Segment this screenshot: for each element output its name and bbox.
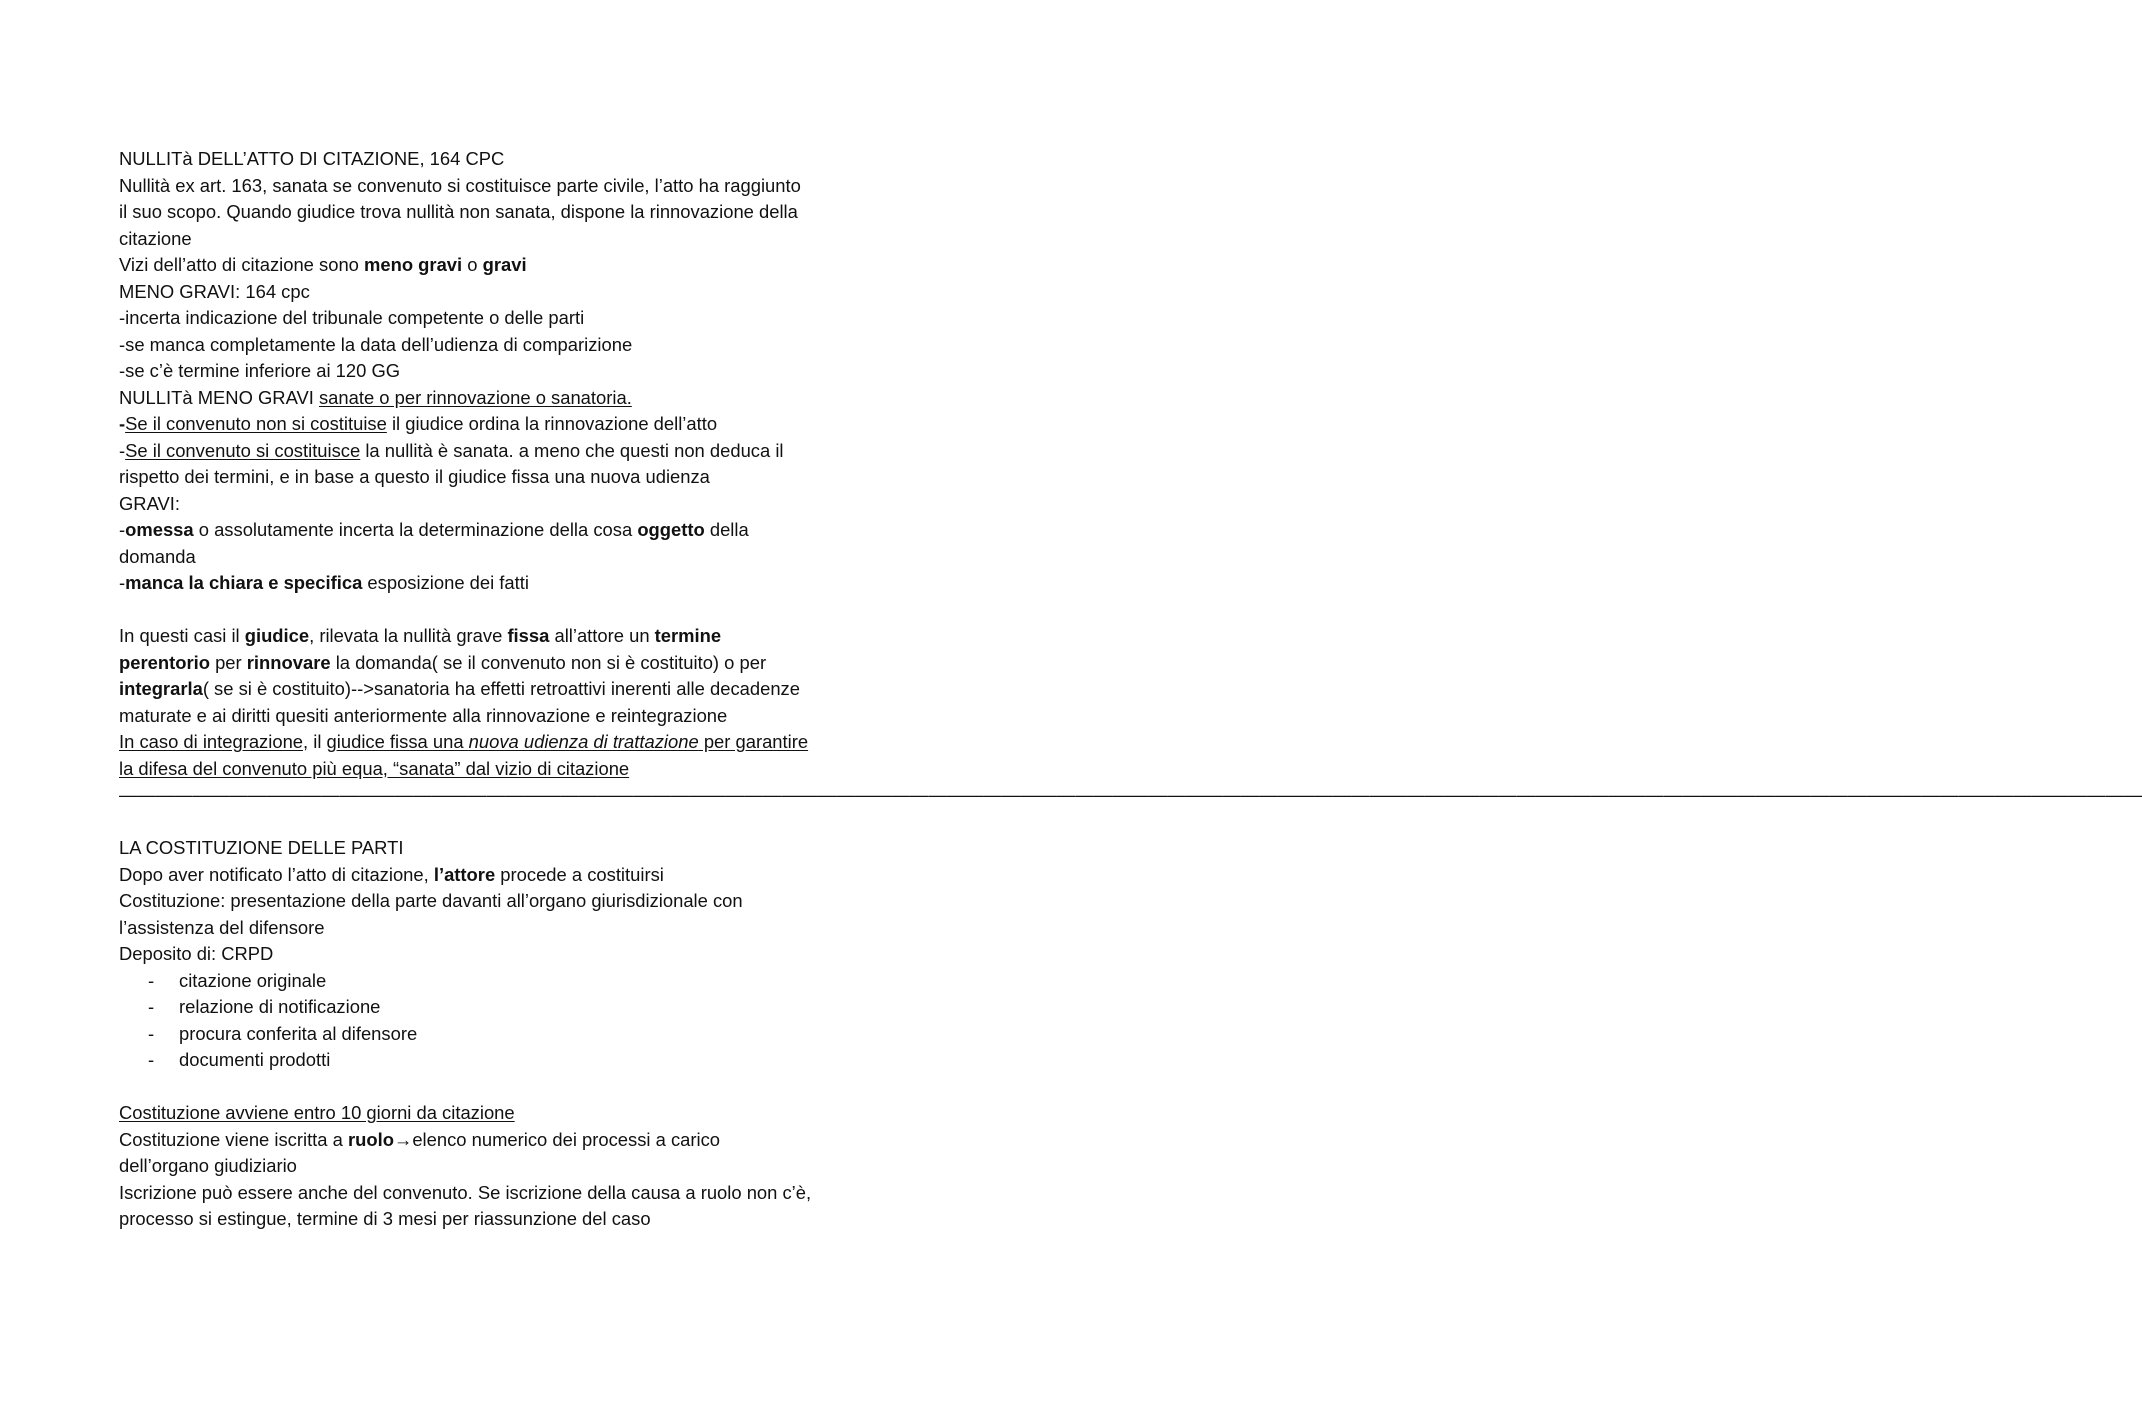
nullita-line: NULLITà MENO GRAVI sanate o per rinnovazione o sanatoria.: [119, 386, 632, 408]
paragraph-line: maturate e ai diritti quesiti anteriormente alla rinnovazione e reintegrazione: [119, 704, 728, 726]
paragraph-line: Costituzione: presentazione della parte davanti all’organo giurisdizionale con: [119, 890, 743, 911]
bullet-dash: -: [148, 1049, 155, 1070]
paragraph-line: perentorio per rinnovare la domanda( se il convenuto non si è costituito) o per: [119, 651, 767, 673]
blank-line: [119, 809, 889, 836]
gravi-item-cont: domanda: [119, 545, 196, 567]
list-item: - procura conferita al difensore: [119, 1021, 889, 1048]
list-item: -incerta indicazione del tribunale competente o delle parti: [119, 307, 585, 328]
subsection-title: Deposito di: CRPD: [119, 943, 274, 964]
paragraph-line: In questi casi il giudice, rilevata la nullità grave fissa all’attore un termine: [119, 625, 722, 646]
list-item: - citazione originale: [119, 968, 889, 995]
paragraph-line: Nullità ex art. 163, sanata se convenuto si costituisce parte civile, l’atto ha raggiunto: [119, 174, 801, 196]
document-page: [119, 146, 2142, 1233]
section-title: NULLITà DELL’ATTO DI CITAZIONE, 164 CPC: [119, 148, 505, 169]
integrazione-line-cont: la difesa del convenuto più equa, “sanata” dal vizio di citazione: [119, 757, 630, 779]
paragraph-line: Costituzione viene iscritta a ruolo→elenco numerico dei processi a carico: [119, 1128, 721, 1150]
subsection-title: MENO GRAVI: 164 cpc: [119, 280, 310, 302]
gravi-item: -omessa o assolutamente incerta la determinazione della cosa oggetto della: [119, 519, 749, 540]
blank-line: [119, 1074, 889, 1101]
gravi-item: -manca la chiara e specifica esposizione dei fatti: [119, 572, 529, 593]
bullet-dash: -: [148, 996, 155, 1017]
paragraph-line: Iscrizione può essere anche del convenuto. Se iscrizione della causa a ruolo non c’è,: [119, 1181, 812, 1203]
blank-line: [119, 597, 889, 624]
list-item: - relazione di notificazione: [119, 994, 889, 1021]
section-title: LA COSTITUZIONE DELLE PARTI: [119, 837, 404, 858]
vizi-line: Vizi dell’atto di citazione sono meno gravi o gravi: [119, 254, 527, 275]
paragraph-line: processo si estingue, termine di 3 mesi per riassunzione del caso: [119, 1208, 651, 1229]
paragraph-line: Dopo aver notificato l’atto di citazione, l’attore procede a costituirsi: [119, 863, 664, 885]
paragraph-line: integrarla( se si è costituito)-->sanatoria ha effetti retroattivi inerenti alle decadenze: [119, 678, 800, 699]
paragraph-line: citazione: [119, 227, 192, 249]
horizontal-rule: ——————————————————————————————————————————————————————————————————————————————————————————————————————————————: [119, 784, 2142, 805]
entro-line: Costituzione avviene entro 10 giorni da citazione: [119, 1102, 515, 1123]
integrazione-line: In caso di integrazione, il giudice fissa una nuova udienza di trattazione per garantire: [119, 731, 809, 752]
list-item: - documenti prodotti: [119, 1047, 889, 1074]
paragraph-line: dell’organo giudiziario: [119, 1155, 297, 1176]
bullet-dash: -: [148, 1022, 155, 1044]
subsection-title: GRAVI:: [119, 492, 180, 514]
paragraph-line: l’assistenza del difensore: [119, 916, 325, 938]
se-si-line: -Se il convenuto si costituisce la nullità è sanata. a meno che questi non deduca il: [119, 439, 784, 461]
bullet-dash: -: [148, 969, 155, 991]
list-item: -se c’è termine inferiore ai 120 GG: [119, 360, 401, 381]
list-item: -se manca completamente la data dell’udienza di comparizione: [119, 333, 633, 355]
paragraph-line: il suo scopo. Quando giudice trova nullità non sanata, dispone la rinnovazione della: [119, 201, 798, 222]
se-si-line-cont: rispetto dei termini, e in base a questo il giudice fissa una nuova udienza: [119, 466, 710, 487]
se-non-line: -Se il convenuto non si costituise il giudice ordina la rinnovazione dell’atto: [119, 413, 718, 434]
